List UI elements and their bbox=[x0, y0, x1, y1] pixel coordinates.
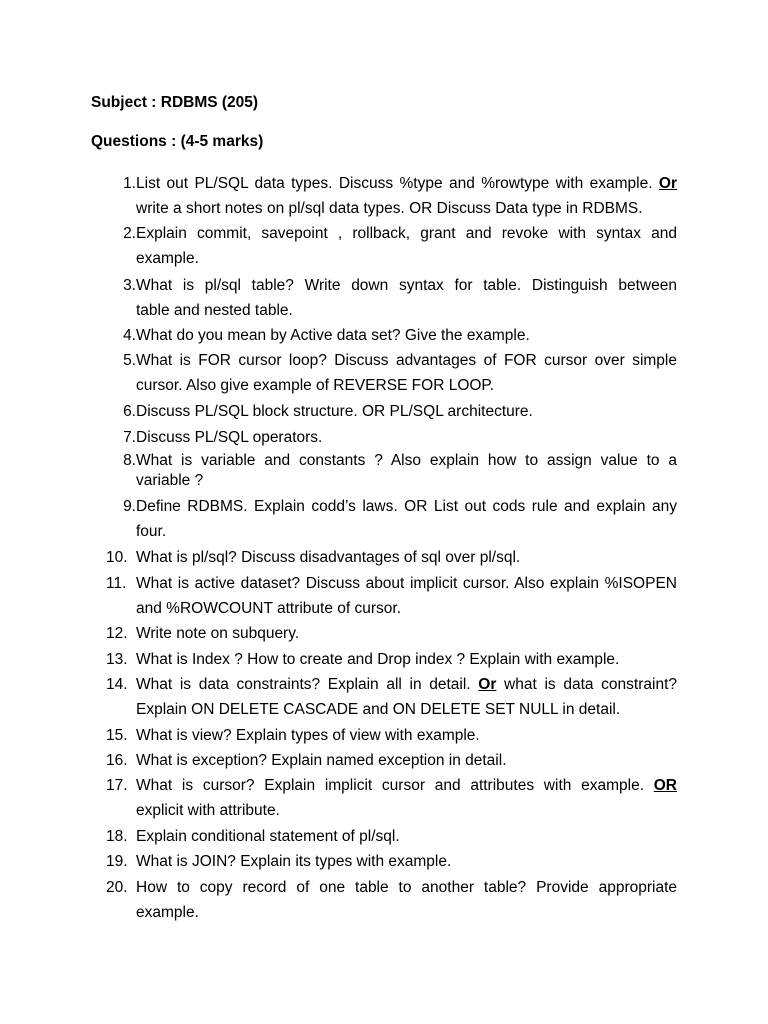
question-text-segment: four. bbox=[136, 523, 167, 540]
question-number: 19. bbox=[106, 853, 128, 870]
question-number: 2. bbox=[123, 225, 136, 242]
question-text bbox=[136, 348, 677, 398]
question-line bbox=[136, 399, 677, 424]
question-line bbox=[136, 451, 677, 471]
question-line bbox=[136, 545, 677, 570]
question-number: 6. bbox=[123, 403, 136, 420]
question-number: 14. bbox=[106, 676, 128, 693]
question-line bbox=[136, 773, 677, 798]
question-text bbox=[136, 221, 677, 271]
question-text bbox=[136, 494, 677, 544]
question-text bbox=[136, 748, 677, 773]
question-line bbox=[136, 494, 677, 519]
question-text bbox=[136, 824, 677, 849]
question-text-segment: Explain ON DELETE CASCADE and ON DELETE SET NULL in detail. bbox=[136, 701, 621, 718]
question-number: 16. bbox=[106, 752, 128, 769]
question-text-segment: example. bbox=[136, 250, 199, 267]
question-line bbox=[136, 298, 677, 323]
question-line bbox=[136, 900, 677, 925]
question-text-segment: explicit with attribute. bbox=[136, 802, 280, 819]
question-number: 18. bbox=[106, 828, 128, 845]
question-number: 17. bbox=[106, 777, 128, 794]
question-line bbox=[136, 323, 677, 348]
question-text-segment: Write note on subquery. bbox=[136, 625, 300, 642]
or-emphasis: Or bbox=[658, 175, 677, 192]
question-text-segment: What is cursor? Explain implicit cursor and attributes with example. bbox=[136, 777, 654, 794]
question-text-segment: cursor. Also give example of REVERSE FOR LOOP. bbox=[136, 377, 495, 394]
question-number: 11. bbox=[106, 575, 127, 592]
question-number: 15. bbox=[106, 727, 128, 744]
question-text-segment: variable ? bbox=[136, 472, 204, 489]
question-text-segment: What is JOIN? Explain its types with example. bbox=[136, 853, 452, 870]
question-text bbox=[136, 323, 677, 348]
question-number: 9. bbox=[123, 498, 136, 515]
question-line bbox=[136, 246, 677, 271]
question-line bbox=[136, 348, 677, 373]
question-text bbox=[136, 849, 677, 874]
question-number: 3. bbox=[123, 277, 136, 294]
question-text-segment: What is Index ? How to create and Drop index ? Explain with example. bbox=[136, 651, 620, 668]
question-line bbox=[136, 425, 677, 450]
question-line bbox=[136, 748, 677, 773]
question-line bbox=[136, 373, 677, 398]
question-line bbox=[136, 697, 677, 722]
question-line bbox=[136, 571, 677, 596]
question-text-segment: and %ROWCOUNT attribute of cursor. bbox=[136, 600, 402, 617]
question-text-segment: write a short notes on pl/sql data types. OR Discuss Data type in RDBMS. bbox=[136, 200, 643, 217]
question-text-segment: what is data constraint? bbox=[496, 676, 677, 693]
question-text bbox=[136, 545, 677, 570]
question-number: 4. bbox=[123, 327, 136, 344]
question-text-segment: How to copy record of one table to another table? Provide appropriate bbox=[136, 879, 677, 896]
question-text-segment: What is view? Explain types of view with example. bbox=[136, 727, 480, 744]
question-line bbox=[136, 621, 677, 646]
question-text bbox=[136, 425, 677, 450]
question-line bbox=[136, 519, 677, 544]
question-line bbox=[136, 196, 677, 221]
question-text-segment: Discuss PL/SQL operators. bbox=[136, 429, 323, 446]
question-number: 10. bbox=[106, 549, 128, 566]
question-text-segment: What is variable and constants ? Also explain how to assign value to a bbox=[136, 452, 677, 469]
subject-title: Subject : RDBMS (205) bbox=[91, 94, 259, 111]
question-text-segment: What is pl/sql? Discuss disadvantages of sql over pl/sql. bbox=[136, 549, 521, 566]
question-text-segment: What do you mean by Active data set? Give the example. bbox=[136, 327, 530, 344]
question-line bbox=[136, 798, 677, 823]
question-number: 1. bbox=[123, 175, 136, 192]
question-text-segment: Explain commit, savepoint , rollback, grant and revoke with syntax and bbox=[136, 225, 677, 242]
question-line bbox=[136, 875, 677, 900]
question-line bbox=[136, 849, 677, 874]
question-text bbox=[136, 621, 677, 646]
question-text bbox=[136, 451, 677, 491]
question-text-segment: example. bbox=[136, 904, 199, 921]
question-number: 7. bbox=[123, 429, 136, 446]
or-emphasis: OR bbox=[653, 777, 677, 794]
question-line bbox=[136, 171, 677, 196]
question-text-segment: Discuss PL/SQL block structure. OR PL/SQL architecture. bbox=[136, 403, 533, 420]
question-line bbox=[136, 471, 677, 491]
question-text-segment: What is pl/sql table? Write down syntax for table. Distinguish between bbox=[136, 277, 677, 294]
or-emphasis: Or bbox=[478, 676, 497, 693]
question-text bbox=[136, 571, 677, 621]
question-text bbox=[136, 875, 677, 925]
question-text-segment: What is FOR cursor loop? Discuss advantages of FOR cursor over simple bbox=[136, 352, 677, 369]
question-text-segment: List out PL/SQL data types. Discuss %type and %rowtype with example. bbox=[136, 175, 659, 192]
question-text bbox=[136, 773, 677, 823]
question-line bbox=[136, 647, 677, 672]
question-text bbox=[136, 647, 677, 672]
question-text-segment: Explain conditional statement of pl/sql. bbox=[136, 828, 400, 845]
question-text bbox=[136, 273, 677, 323]
question-number: 13. bbox=[106, 651, 128, 668]
question-text-segment: What is exception? Explain named exception in detail. bbox=[136, 752, 507, 769]
question-text bbox=[136, 399, 677, 424]
question-text-segment: Define RDBMS. Explain codd’s laws. OR List out cods rule and explain any bbox=[136, 498, 677, 515]
question-number: 20. bbox=[106, 879, 128, 896]
question-line bbox=[136, 824, 677, 849]
question-text-segment: What is data constraints? Explain all in detail. bbox=[136, 676, 479, 693]
question-line bbox=[136, 672, 677, 697]
question-text bbox=[136, 672, 677, 722]
question-text bbox=[136, 171, 677, 221]
question-text-segment: What is active dataset? Discuss about implicit cursor. Also explain %ISOPEN bbox=[136, 575, 677, 592]
questions-heading: Questions : (4-5 marks) bbox=[91, 133, 264, 150]
question-text bbox=[136, 723, 677, 748]
question-line bbox=[136, 273, 677, 298]
question-number: 8. bbox=[123, 452, 136, 469]
question-number: 5. bbox=[123, 352, 136, 369]
question-line bbox=[136, 221, 677, 246]
question-line bbox=[136, 596, 677, 621]
question-number: 12. bbox=[106, 625, 128, 642]
question-line bbox=[136, 723, 677, 748]
question-text-segment: table and nested table. bbox=[136, 302, 293, 319]
